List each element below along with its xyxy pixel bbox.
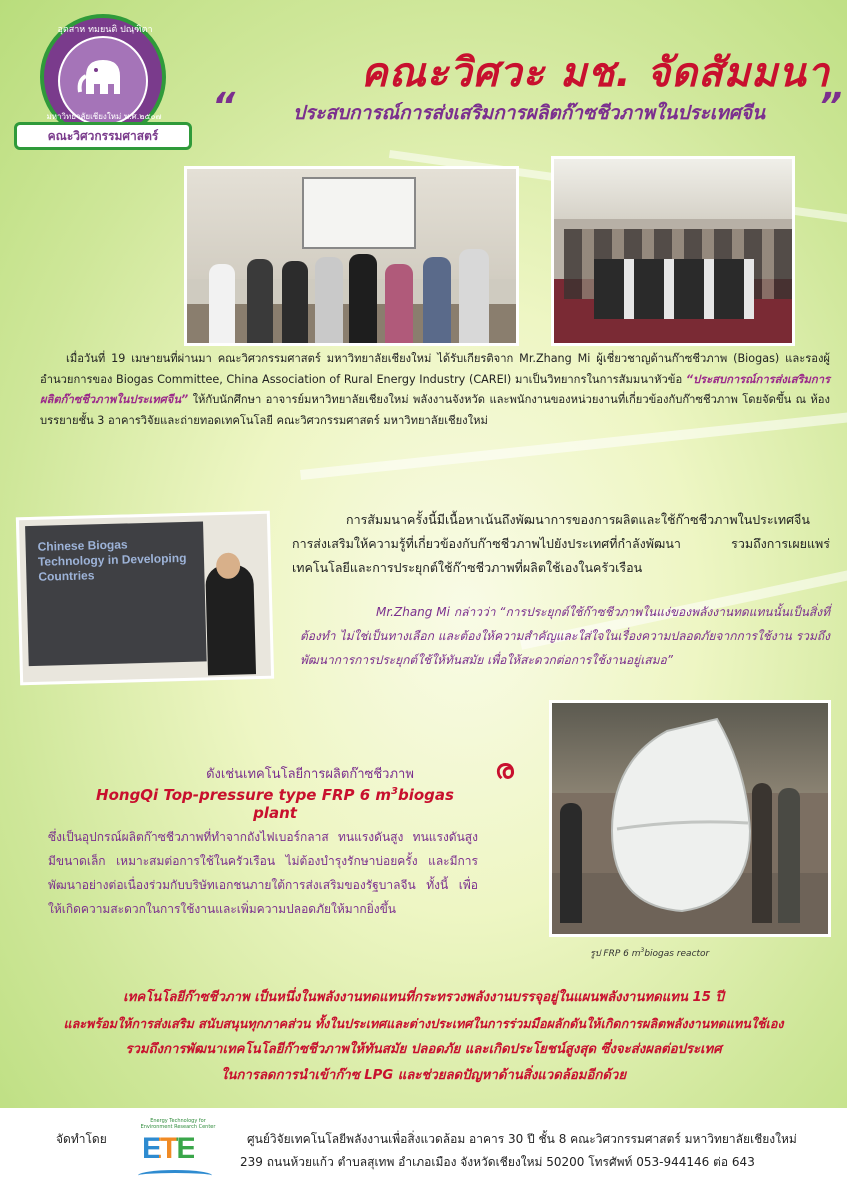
slide-title: Chinese Biogas Technology in Developing Countries [37,537,187,584]
person-silhouette [385,264,413,344]
closing-line: ในการลดการนำเข้าก๊าซ LPG และช่วยลดปัญหาด้านสิ่งแวดล้อมอีกด้วย [220,1068,627,1083]
swirl-icon: ര [495,755,514,785]
technology-name-start: HongQi Top-pressure type FRP 6 m [96,786,392,804]
ete-logo-letters: ETE [142,1132,195,1165]
closing-statement [10,985,837,1089]
group-photo [184,166,519,346]
quote-text: Mr.Zhang Mi กล่าวว่า “การประยุกต์ใช้ก๊าซชีวภาพในแง่ของพลังงานทดแทนนั้นเป็นสิ่งที่ต้องทำ ไม่ใช่เป็นทางเลือก และต้องให้ความสำคัญและใส่ใจในเรื่องความปลอดภัยจากการใช้งาน รวมถึงพัฒนาการการประยุกต์ใช้ให้ทันสมัย เพื่อให้สะดวกต่อการใช้งานอยู่เสมอ” [300,605,830,667]
photo-ceiling [554,159,795,219]
reactor-tank [572,711,772,921]
person-silhouette [459,249,489,344]
speaker-quote [300,600,830,672]
person-silhouette [209,264,235,344]
footer-address-line2: 239 ถนนห้วยแก้ว ตำบลสุเทพ อำเภอเมือง จังหวัดเชียงใหม่ 50200 โทรศัพท์ 053-944146 ต่อ 643 [240,1155,755,1169]
worker-silhouette [752,783,772,923]
speaker-photo [16,511,274,686]
logo-ring-text: มหาวิทยาลัยเชียงใหม่ พ.ศ.๒๕๐๗ [46,112,162,121]
speaker-silhouette [205,564,256,675]
faculty-logo [14,14,192,164]
caption-end: biogas reactor [644,949,710,959]
projector-screen [302,177,416,249]
subtitle-banner [212,86,842,132]
page-title: คณะวิศวะ มช. จัดสัมมนา [360,50,830,96]
intro-text-start: เมื่อวันที่ 19 เมษายนที่ผ่านมา คณะวิศวกรรมศาสตร์ มหาวิทยาลัยเชียงใหม่ ได้รับเกียรติจาก Mr.Zhang Mi ผู้เชี่ยวชาญด้านก๊าซชีวภาพ (Biogas) และรองผู้อำนวยการของ Biogas Committee, China Association of Rural Energy Industry (CAREI) มาเป็นวิทยากรในการสัมมนาหัวข้อ [40,352,830,386]
person-silhouette [423,257,451,344]
footer-label: จัดทำโดย [56,1132,107,1146]
logo-ribbon: คณะวิศวกรรมศาสตร์ [14,122,192,150]
intro-paragraph [40,349,830,431]
worker-silhouette [778,788,800,923]
footer-address-line1: ศูนย์วิจัยเทคโนโลยีพลังงานเพื่อสิ่งแวดล้อม อาคาร 30 ปี ชั้น 8 คณะวิศวกรรมศาสตร์ มหาวิทยาลัยเชียงใหม่ [247,1132,797,1146]
page-subtitle: ประสบการณ์การส่งเสริมการผลิตก๊าซชีวภาพในประเทศจีน [293,102,765,124]
technology-name-end: biogas plant [253,786,454,822]
audience-photo [551,156,795,346]
biogas-reactor-photo [549,700,831,937]
open-quote-mark: “ [212,86,236,127]
worker-silhouette [560,803,582,923]
audience-front-row [594,259,754,319]
slide-screen [25,521,207,666]
technology-name-superscript: 3 [391,786,398,797]
closing-line: รวมถึงการพัฒนาเทคโนโลยีก๊าซชีวภาพให้ทันสมัย ปลอดภัย และเกิดประโยชน์สูงสุด ซึ่งจะส่งผลต่อประเทศ [125,1042,722,1057]
elephant-icon [72,46,134,108]
caption-superscript: 3 [640,947,645,954]
closing-line: และพร้อมให้การส่งเสริม สนับสนุนทุกภาคส่วน ทั้งในประเทศและต่างประเทศในการร่วมมือผลักดันให้เกิดการผลิตพลังงานทดแทนใช้เอง [63,1016,784,1031]
closing-line: เทคโนโลยีก๊าซชีวภาพ เป็นหนึ่งในพลังงานทดแทนที่กระทรวงพลังงานบรรจุอยู่ในแผนพลังงานทดแทน 15 ปี [123,990,724,1005]
person-silhouette [349,254,377,344]
seminar-topic: “ประสบการณ์การส่งเสริมการผลิตก๊าซชีวภาพในประเทศจีน” [40,372,830,406]
person-silhouette [315,257,343,344]
person-silhouette [247,259,273,344]
technology-description: ซึ่งเป็นอุปกรณ์ผลิตก๊าซชีวภาพที่ทำจากถังไฟเบอร์กลาส ทนแรงดันสูง ทนแรงดันสูง มีขนาดเล็ก เหมาะสมต่อการใช้ในครัวเรือน ไม่ต้องบำรุงรักษาบ่อยครั้ง และมีการพัฒนาอย่างต่อเนื่องร่วมกับบริษัทเอกชนภายใต้การส่งเสริมของรัฐบาลจีน ทั้งนี้ เพื่อให้เกิดความสะดวกในการใช้งานและเพิ่มความปลอดภัยให้มากยิ่งขึ้น [48,830,478,916]
ete-logo-wave [138,1170,212,1181]
reactor-caption [590,946,709,960]
technology-intro: ดังเช่นเทคโนโลยีการผลิตก๊าซชีวภาพ [206,767,414,782]
ete-logo-arc: Energy Technology for Environment Research Center [140,1118,216,1130]
ete-logo [128,1118,220,1188]
seminar-text: การสัมมนาครั้งนี้มีเนื้อหาเน้นถึงพัฒนาการของการผลิตและใช้ก๊าซชีวภาพในประเทศจีน การส่งเสริมให้ความรู้ที่เกี่ยวข้องกับก๊าซชีวภาพไปยังประเทศที่กำลังพัฒนา รวมถึงการเผยแพร่เทคโนโลยีและการประยุกต์ใช้ก๊าซชีวภาพที่ผลิตใช้เองในครัวเรือน [292,512,830,575]
caption-start: รูป FRP 6 m [590,949,641,959]
person-silhouette [282,261,308,344]
ete-logo-text [142,1132,194,1166]
intro-text-end: ให้กับนักศึกษา อาจารย์มหาวิทยาลัยเชียงใหม่ พลังงานจังหวัด และพนักงานของหน่วยงานที่เกี่ยวข้องกับก๊าซชีวภาพ โดยจัดขึ้น ณ ห้องบรรยายชั้น 3 อาคารวิจัยและถ่ายทอดเทคโนโลยี คณะวิศวกรรมศาสตร์ มหาวิทยาลัยเชียงใหม่ [40,393,830,427]
technology-name [85,786,465,822]
close-quote-mark: ” [818,86,842,127]
seminar-paragraph [292,508,830,580]
logo-arc-text: อุตสาห ทมยนติ ปณฺฑิตา [57,25,153,35]
